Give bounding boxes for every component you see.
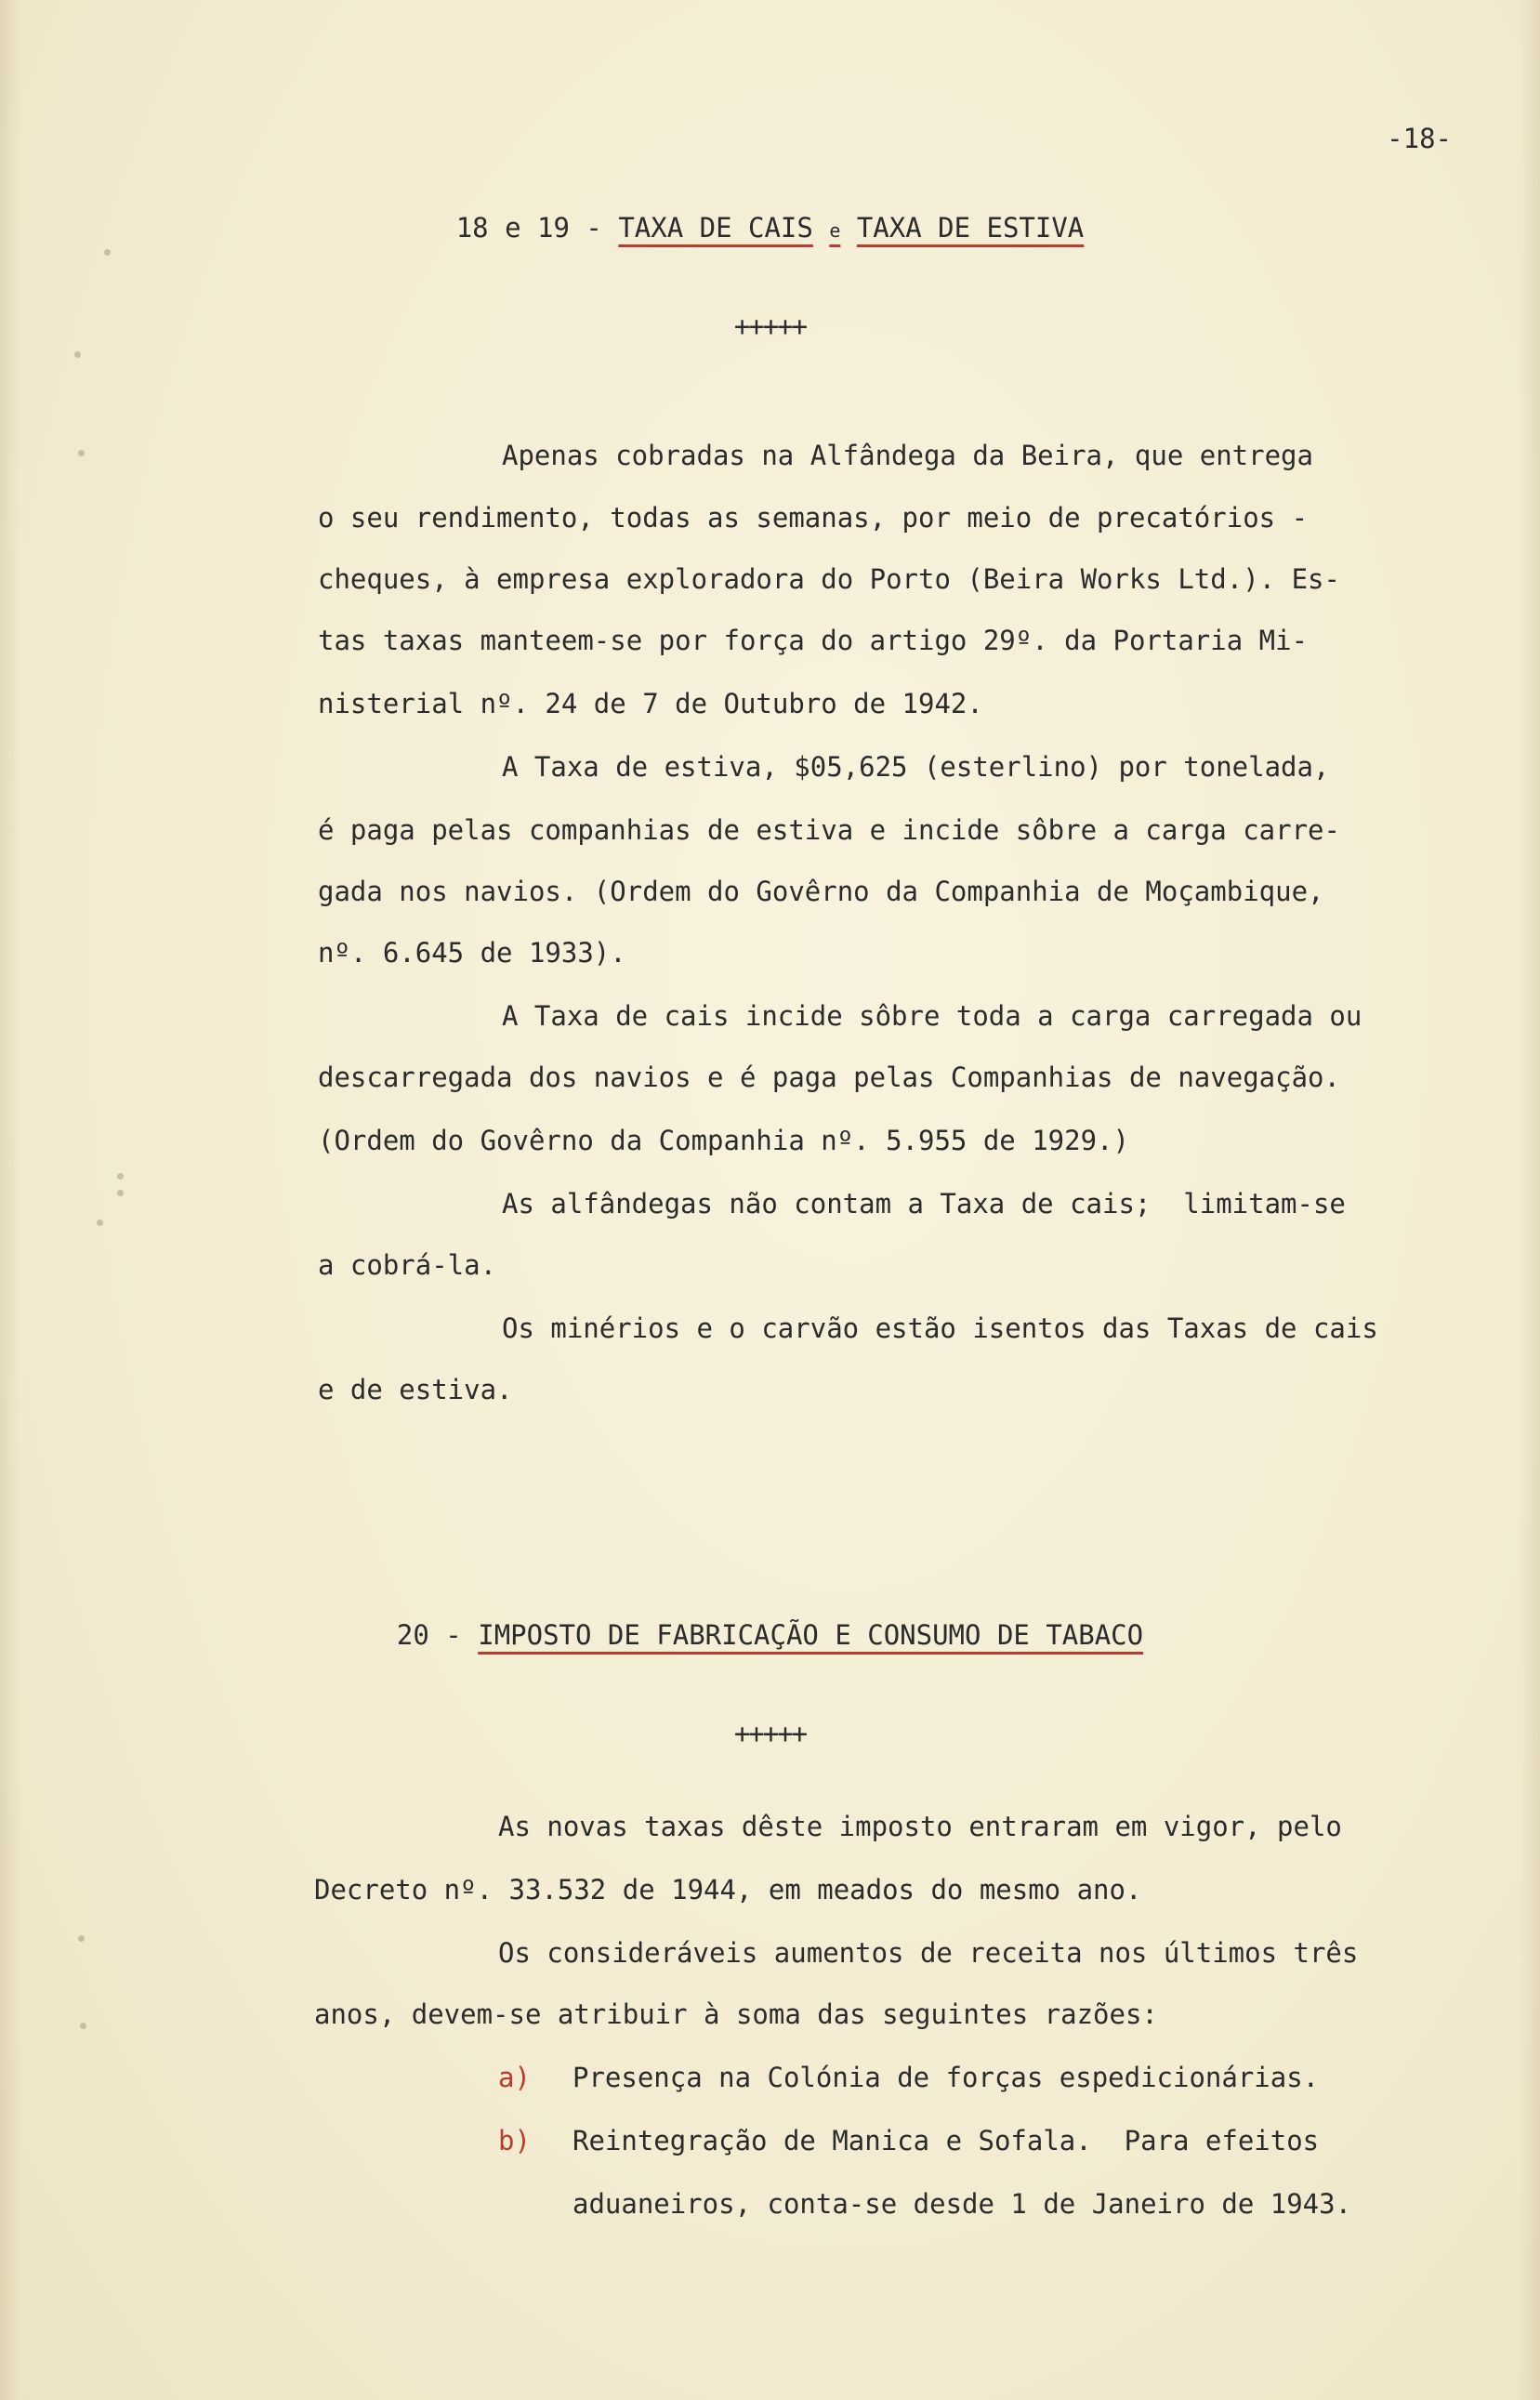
paragraph-line: As alfândegas não contam a Taxa de cais; limitam-se <box>502 1188 1346 1220</box>
paragraph-line: tas taxas manteem-se por força do artigo 29º. da Portaria Mi- <box>318 625 1309 656</box>
section-heading-20 <box>0 1619 1540 1651</box>
paragraph-line: anos, devem-se atribuir à soma das seguintes razões: <box>314 1998 1158 2030</box>
binding-hole <box>117 1173 124 1180</box>
paragraph-line: a cobrá-la. <box>318 1249 497 1281</box>
binding-hole <box>97 1220 103 1226</box>
paragraph-line: cheques, à empresa exploradora do Porto (Beira Works Ltd.). Es- <box>318 563 1340 595</box>
section-separator: +++++ <box>733 1718 807 1749</box>
list-item-text: Reintegração de Manica e Sofala. Para efeitos <box>573 2125 1320 2156</box>
paragraph-line: nisterial nº. 24 de 7 de Outubro de 1942. <box>318 688 983 719</box>
paragraph-line: é paga pelas companhias de estiva e incide sôbre a carga carre- <box>318 814 1340 846</box>
paragraph-line: A Taxa de estiva, $05,625 (esterlino) por tonelada, <box>502 751 1330 783</box>
page-number: -18- <box>1387 123 1452 154</box>
paragraph-line: A Taxa de cais incide sôbre toda a carga carregada ou <box>502 1000 1362 1032</box>
paragraph-line: e de estiva. <box>318 1374 513 1405</box>
binding-hole <box>78 1935 85 1942</box>
paragraph-line: Os consideráveis aumentos de receita nos últimos três <box>498 1937 1359 1969</box>
page-left-edge <box>0 0 20 2400</box>
binding-hole <box>80 2023 86 2029</box>
paragraph-line: descarregada dos navios e é paga pelas Companhias de navegação. <box>318 1062 1340 1093</box>
section-separator: +++++ <box>733 310 807 342</box>
list-marker: a) <box>498 2062 531 2093</box>
paragraph-line: Decreto nº. 33.532 de 1944, em meados do mesmo ano. <box>314 1874 1142 1905</box>
paragraph-line: gada nos navios. (Ordem do Govêrno da Companhia de Moçambique, <box>318 876 1324 907</box>
list-item-continuation: aduaneiros, conta-se desde 1 de Janeiro de 1943. <box>573 2188 1352 2220</box>
list-marker: b) <box>498 2125 531 2156</box>
binding-hole <box>104 249 111 256</box>
paragraph-line: Apenas cobradas na Alfândega da Beira, que entrega <box>502 440 1313 471</box>
binding-hole <box>78 450 85 456</box>
paragraph-line: nº. 6.645 de 1933). <box>318 937 626 969</box>
section-number: 18 e 19 - <box>455 212 602 244</box>
section-title: IMPOSTO DE FABRICAÇÃO E CONSUMO DE TABACO <box>478 1619 1144 1651</box>
section-title-part1: TAXA DE CAIS <box>618 212 813 244</box>
list-item-b <box>498 2125 531 2156</box>
section-number: 20 - <box>396 1619 462 1651</box>
binding-hole <box>74 351 81 358</box>
list-item-text: Presença na Colónia de forças espedicionárias. <box>573 2062 1320 2093</box>
paragraph-line: As novas taxas dêste imposto entraram em vigor, pelo <box>498 1811 1342 1842</box>
list-item-a <box>498 2062 531 2093</box>
section-heading-18-19 <box>0 212 1540 244</box>
paragraph-line: o seu rendimento, todas as semanas, por meio de precatórios - <box>318 502 1309 534</box>
page-right-edge <box>1520 0 1540 2400</box>
section-title-connector: e <box>829 219 841 242</box>
section-title-part2: TAXA DE ESTIVA <box>856 212 1085 244</box>
paragraph-line: Os minérios e o carvão estão isentos das Taxas de cais <box>502 1312 1378 1344</box>
paragraph-line: (Ordem do Govêrno da Companhia nº. 5.955 de 1929.) <box>318 1125 1129 1156</box>
binding-hole <box>117 1190 124 1196</box>
